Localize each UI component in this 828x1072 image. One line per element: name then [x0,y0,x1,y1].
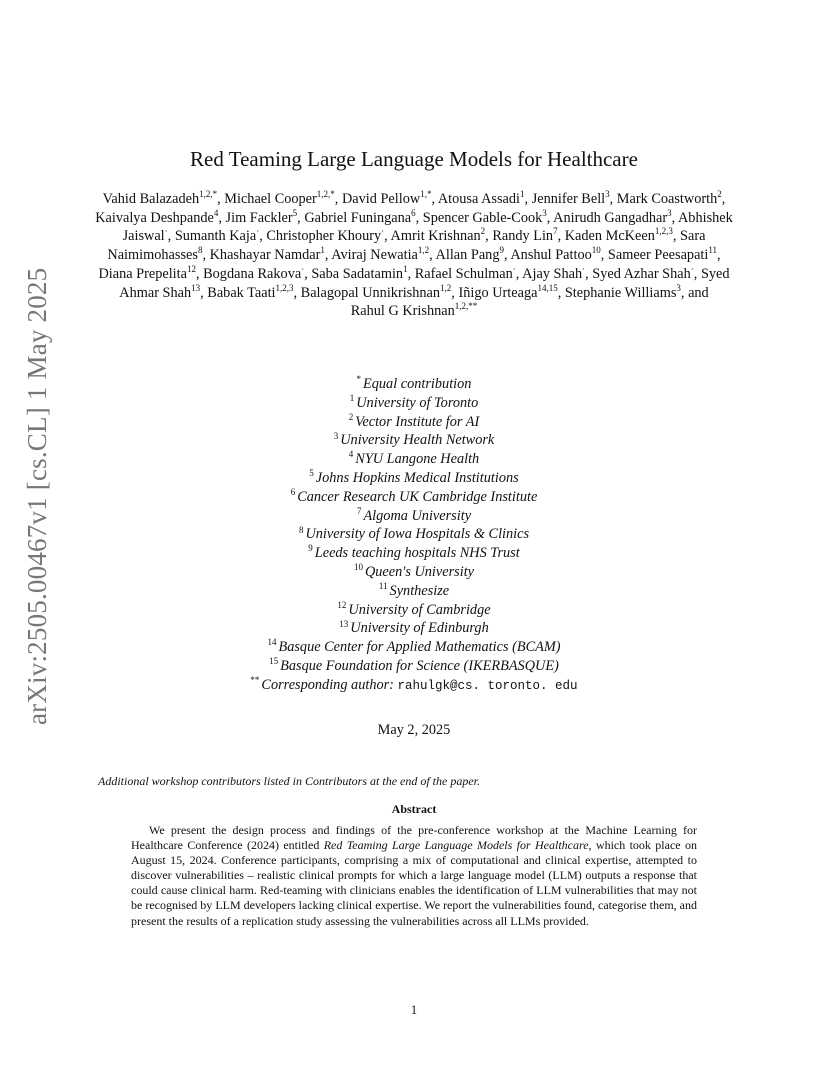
author [331,247,429,263]
author-name: Ajay Shah [522,265,583,282]
affiliation-mark: 6 [290,487,296,498]
author-name: Jim Fackler [225,209,293,226]
author-affiliation-mark: 8 [197,245,203,256]
author-name: Anirudh Gangadhar [553,209,668,226]
affiliation-name: Algoma University [363,507,472,524]
affiliation-name: Queen's University [364,563,475,580]
affiliation-mark: * [356,374,362,385]
affiliation-name: Equal contribution [363,376,472,392]
affiliation [0,431,828,450]
author [210,247,325,263]
author-name: Sameer Peesapati [607,247,709,264]
author-name: Saba Sadatamin [311,265,404,282]
author [351,303,478,319]
author-affiliation-mark: · [512,264,516,275]
author-affiliation-mark: 1,2,* [199,189,218,200]
author-name: Rahul G Krishnan [350,303,455,320]
author-name: Stephanie Williams [564,284,677,301]
affiliation-mark: 15 [269,656,279,667]
workshop-note: Additional workshop contributors listed in Contributors at the end of the paper. [98,774,481,788]
author [391,228,486,244]
author-name: Khashayar Namdar [209,247,321,264]
author-affiliation-mark: 1,2,** [454,301,478,312]
affiliation-name: Basque Center for Applied Mathematics (BCAM) [278,639,561,656]
affiliation-name: Basque Foundation for Science (IKERBASQUE) [280,657,559,674]
affiliation-mark: 13 [339,618,349,629]
author-affiliation-mark: · [164,226,168,237]
affiliation-name: Johns Hopkins Medical Institutions [315,469,519,486]
author-affiliation-mark: · [256,226,260,237]
author [98,266,196,282]
affiliation [0,601,828,620]
author [564,282,681,301]
author [203,266,304,282]
author-affiliation-mark: 1,2,3 [654,226,673,237]
corresponding-email-link[interactable]: rahulgk@cs. toronto. edu [397,678,578,693]
affiliation-mark: 9 [308,543,313,554]
author-name: Christopher Khoury [266,228,382,245]
corresponding-author [0,676,828,696]
author [438,191,525,207]
author [510,247,600,263]
author [608,247,717,263]
affiliation-mark: 5 [309,468,314,479]
author-affiliation-mark: 14,15 [537,282,558,293]
abstract-text: , which took place on August 15, 2024. Conference participants, comprising a mix of computational and clinical expertise, attempted to discover vulnerabilities – realistic clinical prompts for which a large language model (LLM) outputs a response that could cause clinical harm. Red-teaming with clinicians enables the identification of LLM vulnerabilities that may not be recognised by LLM developers lacking clinical expertise. We report the vulnerabilities found, categorise them, and present the results of a replication study assessing the vulnerabilities across all LLMs provided. [131,838,697,928]
author-affiliation-mark: 3 [605,189,610,200]
author [458,282,558,301]
affiliation-name: University of Iowa Hospitals & Clinics [305,526,530,543]
author-affiliation-mark: 7 [553,226,558,237]
abstract-body [131,823,697,929]
affiliation-name: University of Edinburgh [350,620,489,637]
author-affiliation-mark: 4 [213,207,219,218]
author-name: Michael Cooper [224,191,317,207]
author-name: Rafael Schulman [414,265,513,282]
affiliation [0,469,828,488]
affiliation-mark: 12 [337,599,347,610]
author-name: Iñigo Urteaga [458,284,538,301]
author-affiliation-mark: 1,2 [417,245,430,256]
affiliation [0,488,828,507]
author-name: Diana Prepelita [98,265,187,282]
affiliation-mark: 2 [348,411,354,422]
author [492,228,557,244]
author-name: Vahid Balazadeh [102,191,200,207]
affiliation [0,657,828,676]
affiliation-mark: 7 [356,505,362,516]
author-name: Kaden McKeen [564,228,655,245]
author-name: Mark Coastworth [616,191,718,207]
author [617,191,722,207]
author-name: Syed Azhar Shah [592,265,691,282]
author-conjunction: and [688,284,709,301]
author [175,228,259,244]
affiliation [0,619,828,638]
author [553,207,672,226]
author-name: Jennifer Bell [531,191,606,207]
author [207,282,294,301]
author [522,266,585,282]
affiliation-name: Vector Institute for AI [355,413,480,430]
author-name: Sumanth Kaja [174,228,257,245]
author [95,207,219,226]
abstract-heading: Abstract [391,802,437,816]
author-affiliation-mark: 2 [480,226,486,237]
author-affiliation-mark: 3 [542,207,547,218]
author-affiliation-mark: 1,2,* [316,189,335,200]
affiliation-name: Leeds teaching hospitals NHS Trust [314,545,520,562]
author [532,191,610,207]
affiliation-name: Cancer Research UK Cambridge Institute [297,488,538,505]
author-name: Randy Lin [492,228,554,245]
author [266,228,384,244]
author-affiliation-mark: · [301,264,305,275]
author-name: Anshul Pattoo [510,247,592,264]
paper-title: Red Teaming Large Language Models for Healthcare [190,147,638,171]
author [592,266,693,282]
paper-date: May 2, 2025 [377,722,451,738]
affiliation-list [0,375,828,696]
affiliation-mark: 14 [267,637,277,648]
affiliation-mark: 11 [378,581,388,591]
author [436,247,504,263]
author-name: Kaivalya Deshpande [95,209,214,226]
page-number: 1 [410,1003,418,1017]
author-affiliation-mark: 13 [191,282,201,293]
affiliation-name: University of Toronto [356,394,479,411]
affiliation-mark: 10 [353,562,363,573]
author-affiliation-mark: 1,2 [440,282,452,293]
abstract-text: We present the design process and findings of the pre-conference workshop at the Machine Learning for Healthcare Conference (2024) entitled [131,823,697,853]
author-name: Abhishek Jaiswal [122,209,733,245]
affiliation [0,544,828,563]
arxiv-identifier: arXiv:2505.00467v1 [cs.CL] 1 May 2025 [22,267,52,725]
author-name: Bogdana Rakova [203,265,302,282]
author-name: Balagopal Unnikrishnan [300,284,441,301]
affiliation-name: University Health Network [340,432,495,449]
author-affiliation-mark: 9 [499,245,504,256]
author [224,191,335,207]
affiliation [0,582,828,601]
affiliation [0,638,828,657]
author [103,191,217,207]
author-affiliation-mark: 11 [708,245,718,256]
author-name: Atousa Assadi [437,191,521,207]
author [225,207,298,226]
author-name: Babak Taati [207,284,276,301]
affiliation [0,375,828,394]
author [342,191,431,207]
author-affiliation-mark: 3 [676,282,681,293]
affiliation [0,450,828,469]
author [415,266,516,282]
author-name: Syed Ahmar Shah [119,265,730,301]
affiliation-mark: 1 [349,393,355,404]
author-affiliation-mark: 6 [411,207,416,218]
affiliation [0,507,828,526]
author [300,282,452,301]
corresponding-label: Corresponding author: [261,676,394,693]
author-name: Sara Naimimohasses [107,228,706,264]
author-name: Spencer Gable-Cook [422,209,543,226]
affiliation-mark: 3 [333,430,339,441]
author-name: Amrit Krishnan [390,228,481,245]
author-affiliation-mark: 1,* [420,189,432,200]
affiliation [0,525,828,544]
affiliation-name: Synthesize [389,582,450,599]
author-affiliation-mark: 2 [717,189,722,200]
workshop-title: Red Teaming Large Language Models for Healthcare [323,838,589,853]
author-affiliation-mark: 1,2,3 [275,282,294,293]
affiliation [0,413,828,432]
author-affiliation-mark: 1 [320,245,325,256]
author [304,207,416,226]
author-affiliation-mark: 3 [667,207,672,218]
author-name: Allan Pang [435,247,500,264]
affiliation [0,394,828,413]
author [311,266,407,282]
author-affiliation-mark: · [690,264,694,275]
affiliation-name: University of Cambridge [348,601,491,618]
author-affiliation-mark: 1 [403,264,408,275]
author-list: Vahid Balazadeh$^{1,2,*}$, Michael Cooper$^{1,2,*}$, David Pellow$^{1,*}$, Atousa Assadi$^1$, Jennifer Bell$^3$, Mark Coastworth$^2$, Kaivalya Deshpande$^4$, Jim Fackler$^5$, Gabriel Funingana$^6$, Spencer Gable-Cook$^3$, Anirudh Gangadhar$^3$, Abhishek Jaiswal·, Sumanth Kaja·, Christopher Khoury·, Amrit Krishnan$^2$, Randy Lin$^7$, Kaden McKeen$^{1,2,3}$, Sara Naimimohasses$^8$, Khashayar Namdar$^1$, Aviraj Newatia$^{1,2}$, Allan Pang$^9$, Anshul Pattoo$^{10}$, Sameer Peesapati$^{11}$, Diana Prepelita$^{12}$, Bogdana Rakova·, Saba Sadatamin$^1$, Rafael Schulman·, Ajay Shah·, Syed Azhar Shah·, Syed Ahmar Shah$^{13}$, Babak Taati$^{1,2,3}$, Balagopal Unnikrishnan$^{1,2}$, Iñigo Urteaga$^{14,15}$, Stephanie Williams$^3$, and Rahul G Krishnan$^{1,2,**}$ [95,189,733,320]
affiliation [0,563,828,582]
corresponding-mark: ** [250,674,260,685]
author-affiliation-mark: 10 [591,245,601,256]
author [422,207,547,226]
author-affiliation-mark: 5 [292,207,298,218]
author-name: Aviraj Newatia [331,247,418,264]
affiliation-name: NYU Langone Health [355,451,480,468]
author [565,228,673,244]
author-name: Gabriel Funingana [304,209,412,226]
author-affiliation-mark: 1 [520,189,525,200]
affiliation-mark: 8 [298,524,304,535]
author-affiliation-mark: · [381,226,385,237]
author-affiliation-mark: · [582,264,586,275]
author-name: David Pellow [341,191,421,207]
affiliation-mark: 4 [348,449,354,460]
author-affiliation-mark: 12 [186,264,196,275]
